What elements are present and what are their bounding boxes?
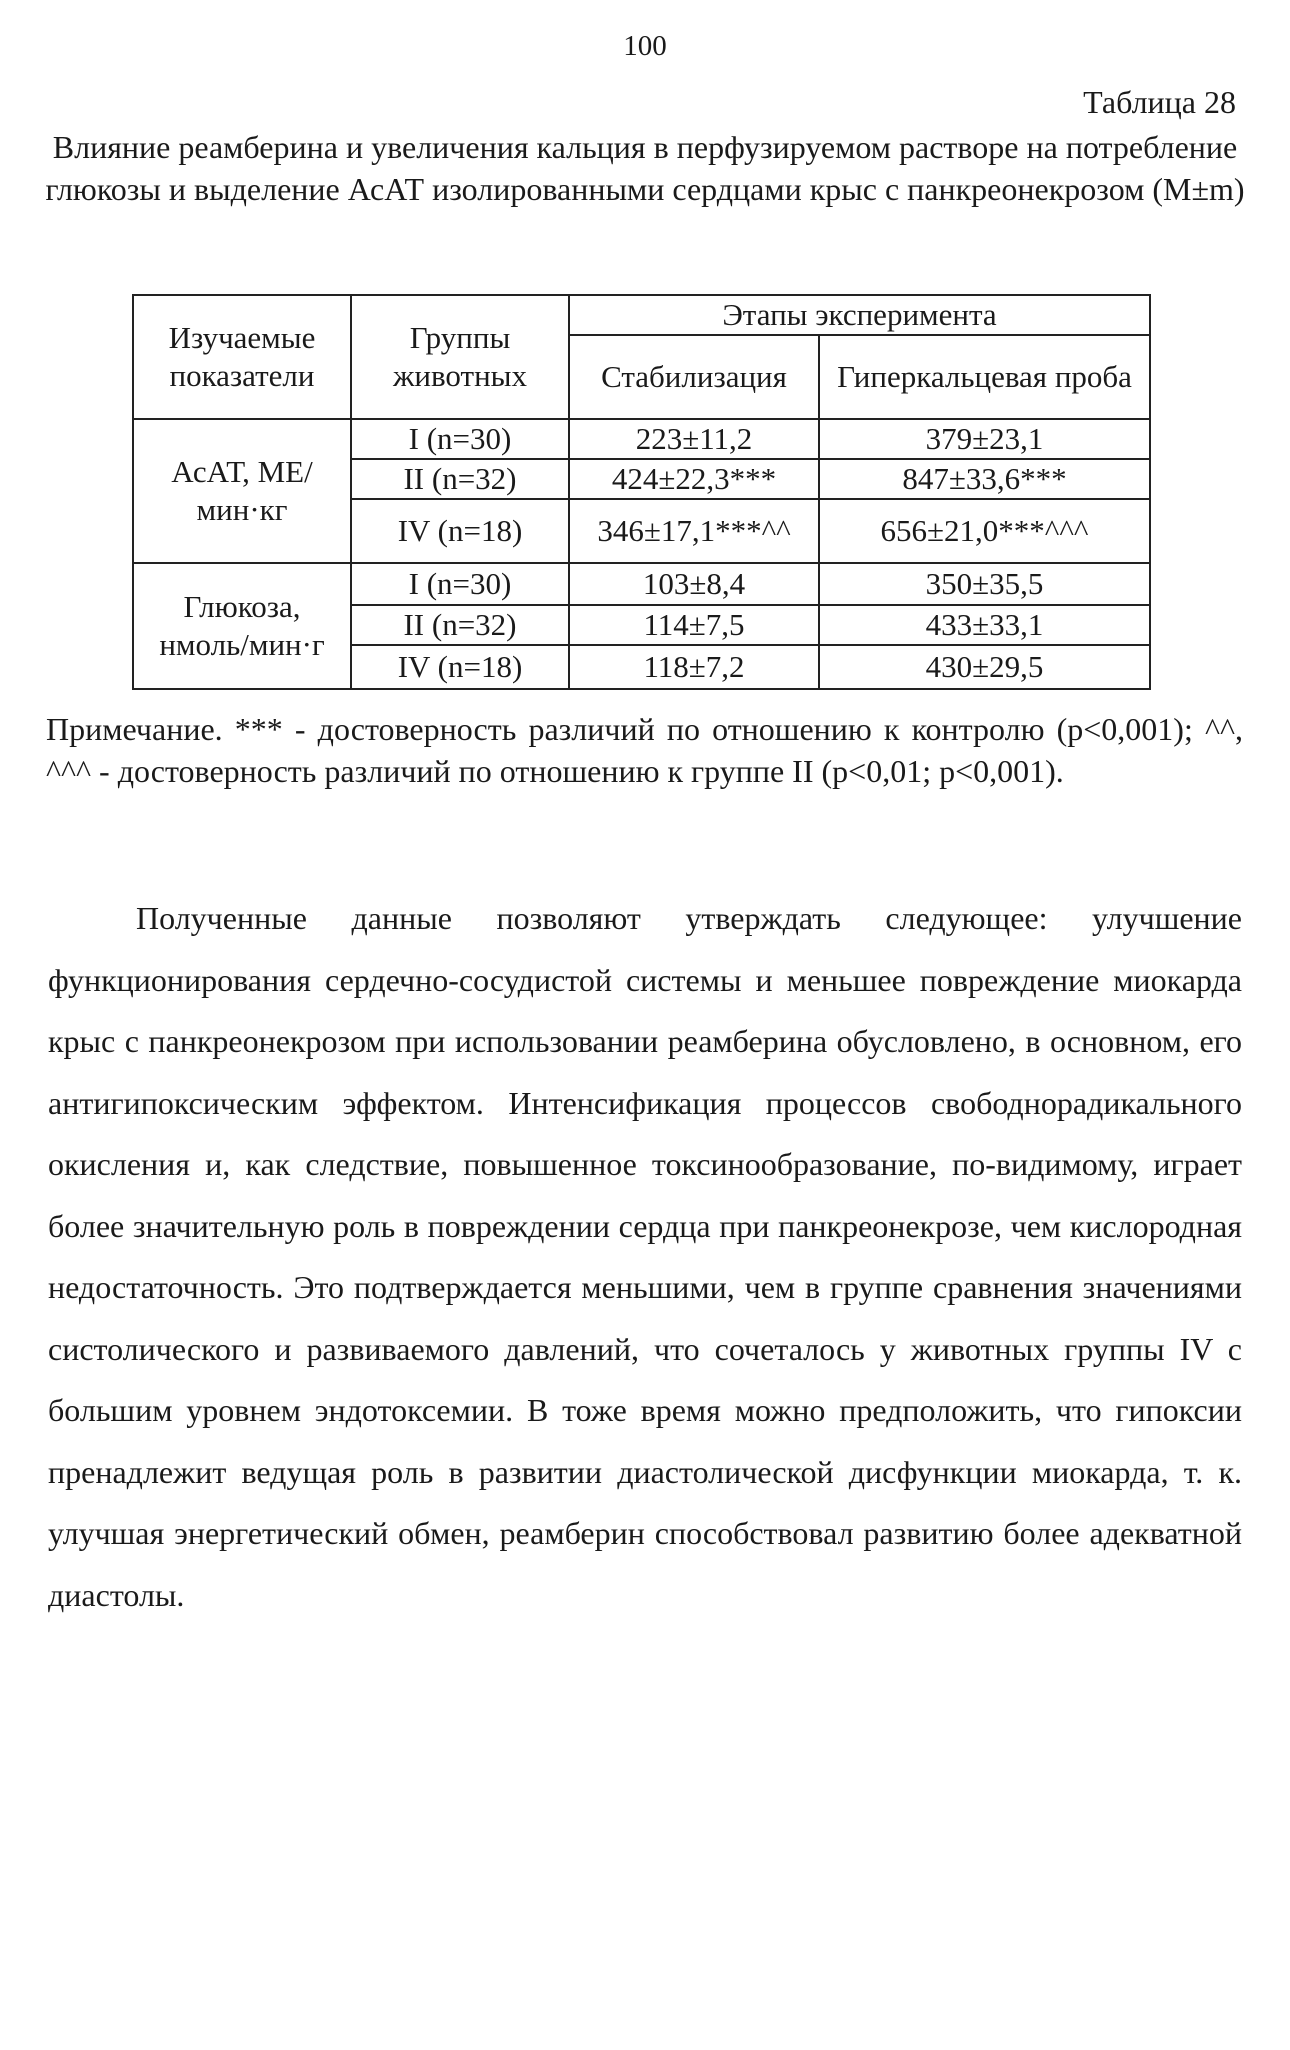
hypercalcium-value: 430±29,5 (819, 645, 1150, 689)
stabilization-value: 346±17,1***^^ (569, 499, 819, 563)
header-hypercalcium: Гиперкальцевая проба (819, 335, 1150, 419)
body-paragraph: Полученные данные позволяют утверждать следующее: улучшение функционирования сердечно-сосудистой системы и меньшее повреждение миокарда крыс с панкреонекрозом при использовании реамберина обусловлено, в основном, его антигипоксическим эффектом. Интенсификация процессов свободнорадикального окисления и, как следствие, повышенное токсинообразование, по-видимому, играет более значительную роль в повреждении сердца при панкреонекрозе, чем кислородная недостаточность. Это подтверждается меньшими, чем в группе сравнения значениями систолического и развиваемого давлений, что сочеталось у животных группы IV с большим уровнем эндотоксемии. В тоже время можно предположить, что гипоксии пренадлежит ведущая роль в развитии диастолической дисфункции миокарда, т. к. улучшая энергетический обмен, реамберин способствовал развитию более адекватной диастолы. (48, 900, 1242, 1613)
page-number: 100 (623, 30, 667, 62)
table-row (133, 419, 1150, 459)
table-note: Примечание. *** - достоверность различий по отношению к контролю (p<0,001); ^^, ^^^ - достоверность различий по отношению к группе II (p<0,01; p<0,001). (46, 711, 1243, 789)
group-cell: IV (n=18) (351, 645, 569, 689)
hypercalcium-value: 379±23,1 (819, 419, 1150, 459)
table-caption: Влияние реамберина и увеличения кальция в перфузируемом растворе на потребление глюкозы и выделение АсАТ изолированными сердцами крыс с панкреонекрозом (M±m) (45, 129, 1245, 207)
group-cell: IV (n=18) (351, 499, 569, 563)
stabilization-value: 114±7,5 (569, 605, 819, 645)
stabilization-value: 118±7,2 (569, 645, 819, 689)
stabilization-value: 103±8,4 (569, 563, 819, 605)
group-cell: II (n=32) (351, 459, 569, 499)
indicator-name: АсАТ, МЕ/мин·кг (133, 419, 351, 563)
header-stabilization: Стабилизация (569, 335, 819, 419)
table-label: Таблица 28 (1083, 84, 1236, 120)
group-cell: II (n=32) (351, 605, 569, 645)
indicator-name: Глюкоза, нмоль/мин·г (133, 563, 351, 689)
group-cell: I (n=30) (351, 419, 569, 459)
results-table (132, 294, 1151, 690)
hypercalcium-value: 847±33,6*** (819, 459, 1150, 499)
hypercalcium-value: 656±21,0***^^^ (819, 499, 1150, 563)
stabilization-value: 223±11,2 (569, 419, 819, 459)
table-row (133, 563, 1150, 605)
group-cell: I (n=30) (351, 563, 569, 605)
hypercalcium-value: 433±33,1 (819, 605, 1150, 645)
stabilization-value: 424±22,3*** (569, 459, 819, 499)
hypercalcium-value: 350±35,5 (819, 563, 1150, 605)
header-groups: Группы животных (351, 295, 569, 419)
header-stages: Этапы эксперимента (569, 295, 1150, 335)
header-indicators: Изучаемые показатели (133, 295, 351, 419)
